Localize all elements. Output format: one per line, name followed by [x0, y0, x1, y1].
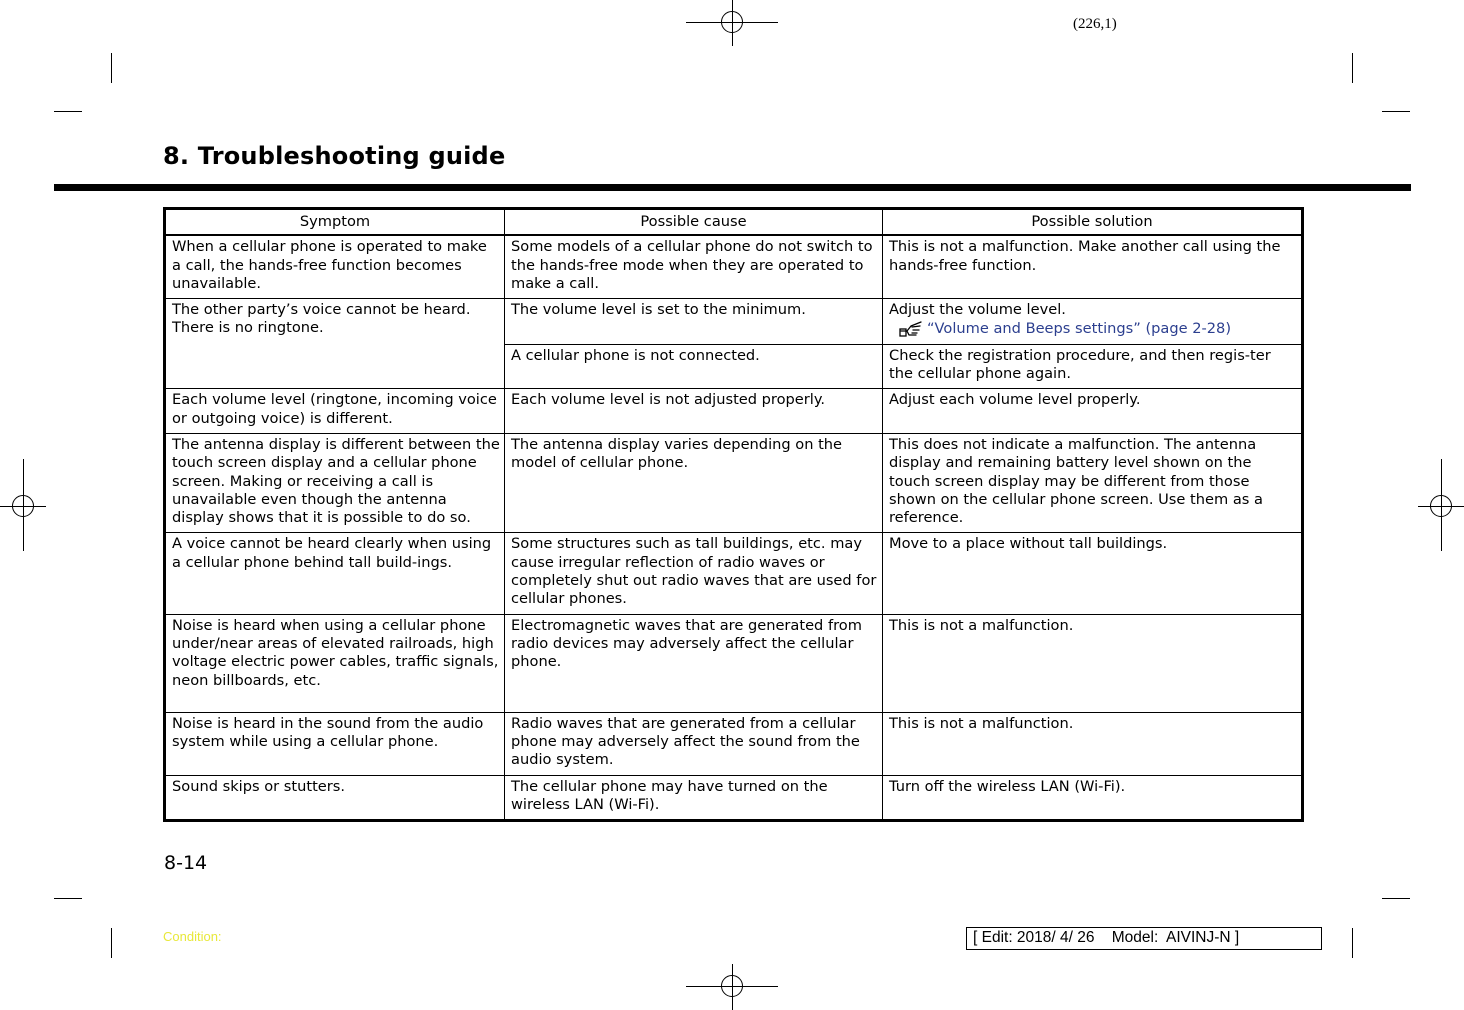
page-reference-text[interactable]: “Volume and Beeps settings” (page 2-28) — [927, 320, 1232, 338]
solution-cell: Move to a place without tall buildings. — [883, 533, 1303, 614]
cause-cell: A cellular phone is not connected. — [505, 344, 883, 389]
symptom-cell: Noise is heard in the sound from the audio system while using a cellular phone. — [165, 712, 505, 775]
solution-cell: Check the registration procedure, and then regis-ter the cellular phone again. — [883, 344, 1303, 389]
condition-label: Condition: — [163, 929, 222, 944]
edit-info-box: [ Edit: 2018/ 4/ 26 Model: AIVINJ-N ] — [966, 927, 1322, 950]
page-code: (226,1) — [1073, 16, 1117, 32]
solution-cell: Adjust each volume level properly. — [883, 389, 1303, 434]
solution-cell: This is not a malfunction. — [883, 712, 1303, 775]
page-number: 8-14 — [164, 852, 208, 874]
cause-cell: The volume level is set to the minimum. — [505, 299, 883, 345]
cause-cell: Each volume level is not adjusted properly. — [505, 389, 883, 434]
table-row — [165, 533, 1303, 614]
cause-cell: Some models of a cellular phone do not switch to the hands-free mode when they are operated to make a call. — [505, 235, 883, 298]
solution-cell: This does not indicate a malfunction. The antenna display and remaining battery level shown on the touch screen display may be different from those shown on the cellular phone screen. Use them as a reference. — [883, 433, 1303, 532]
table-row — [165, 299, 1303, 345]
table-row — [165, 614, 1303, 712]
title-rule — [54, 184, 1411, 191]
table-row — [165, 389, 1303, 434]
cause-cell: The antenna display varies depending on the model of cellular phone. — [505, 433, 883, 532]
cause-cell: The cellular phone may have turned on the wireless LAN (Wi-Fi). — [505, 775, 883, 821]
symptom-cell: The other party’s voice cannot be heard. There is no ringtone. — [165, 299, 505, 389]
symptom-cell: A voice cannot be heard clearly when using a cellular phone behind tall build-ings. — [165, 533, 505, 614]
table-row — [165, 775, 1303, 821]
page-title: 8. Troubleshooting guide — [163, 142, 506, 170]
symptom-cell: The antenna display is different between the touch screen display and a cellular phone screen. Making or receiving a call is unavailable even though the antenna display shows that it is possible to do so. — [165, 433, 505, 532]
header-possible-cause: Possible cause — [505, 209, 883, 236]
table-header-row — [165, 209, 1303, 236]
cause-cell: Some structures such as tall buildings, etc. may cause irregular reflection of radio waves or completely shut out radio waves that are used for cellular phones. — [505, 533, 883, 614]
table-row — [165, 712, 1303, 775]
solution-cell: This is not a malfunction. — [883, 614, 1303, 712]
header-symptom: Symptom — [165, 209, 505, 236]
table-row — [165, 235, 1303, 298]
table-row — [165, 433, 1303, 532]
solution-cell: This is not a malfunction. Make another call using the hands-free function. — [883, 235, 1303, 298]
solution-text: Adjust the volume level. — [889, 301, 1066, 319]
cause-cell: Electromagnetic waves that are generated from radio devices may adversely affect the cellular phone. — [505, 614, 883, 712]
troubleshooting-table — [163, 207, 1304, 822]
symptom-cell: When a cellular phone is operated to make a call, the hands-free function becomes unavailable. — [165, 235, 505, 298]
page-reference-link[interactable] — [889, 319, 1297, 338]
symptom-cell: Sound skips or stutters. — [165, 775, 505, 821]
header-possible-solution: Possible solution — [883, 209, 1303, 236]
pointing-hand-icon — [899, 319, 925, 337]
solution-cell: Turn off the wireless LAN (Wi-Fi). — [883, 775, 1303, 821]
symptom-cell: Noise is heard when using a cellular phone under/near areas of elevated railroads, high voltage electric power cables, traffic signals, neon billboards, etc. — [165, 614, 505, 712]
solution-cell — [883, 299, 1303, 345]
symptom-cell: Each volume level (ringtone, incoming voice or outgoing voice) is different. — [165, 389, 505, 434]
cause-cell: Radio waves that are generated from a cellular phone may adversely affect the sound from the audio system. — [505, 712, 883, 775]
